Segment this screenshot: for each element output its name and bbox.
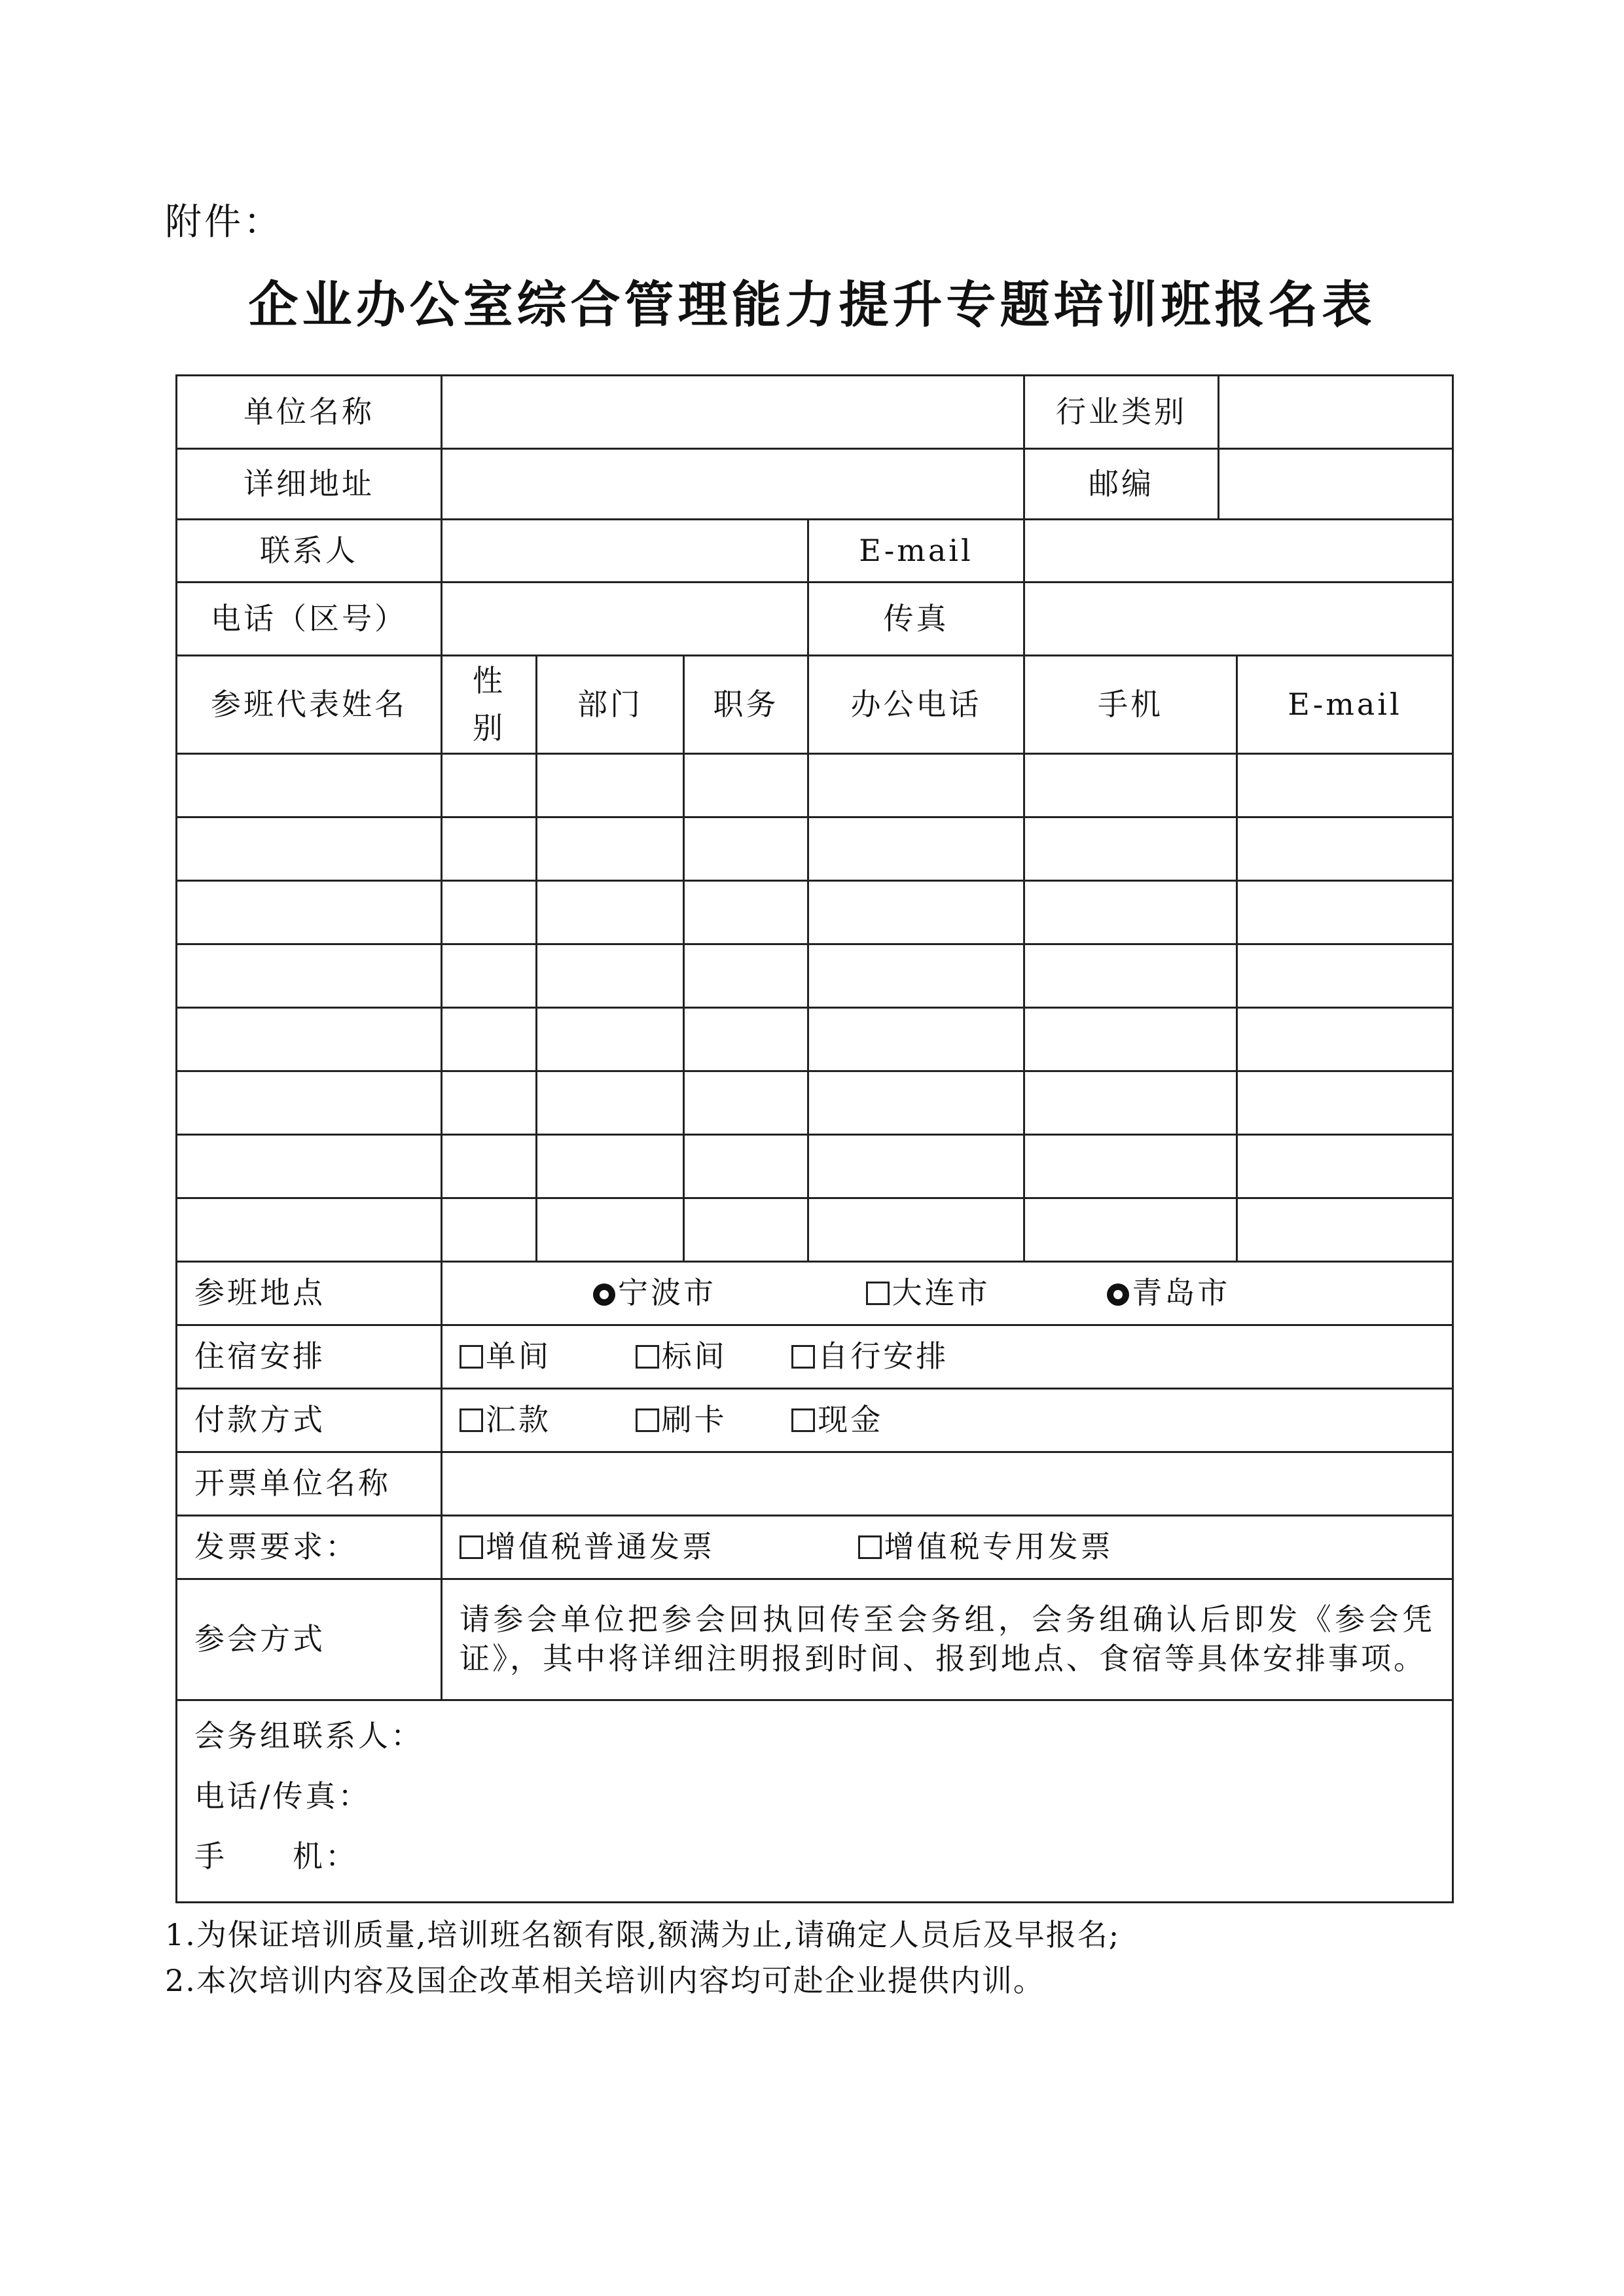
invoice-option-special[interactable]: 增值税专用发票 [858, 1528, 1113, 1567]
contact-label: 联系人 [177, 520, 442, 583]
row-location [177, 1262, 1453, 1325]
lodging-option-standard[interactable]: 标间 [636, 1337, 727, 1376]
attendee-cell[interactable] [684, 754, 808, 817]
location-option-ningbo[interactable]: 宁波市 [593, 1274, 716, 1313]
attendee-row [177, 1198, 1453, 1262]
attendee-cell[interactable] [808, 944, 1024, 1008]
attendee-cell[interactable] [1024, 881, 1237, 944]
attendee-cell[interactable] [442, 1071, 537, 1135]
attendee-cell[interactable] [537, 754, 684, 817]
attendee-cell[interactable] [442, 754, 537, 817]
attachment-label: 附件： [165, 201, 283, 243]
checkbox-icon [460, 1345, 483, 1369]
attendee-cell[interactable] [537, 944, 684, 1008]
attendee-cell[interactable] [1237, 1135, 1453, 1198]
attendee-cell[interactable] [1237, 754, 1453, 817]
attendee-cell[interactable] [537, 881, 684, 944]
checkbox-icon [791, 1345, 815, 1369]
header-gender-2: 别 [473, 709, 505, 745]
registration-form [175, 374, 1454, 1903]
location-options [442, 1262, 1453, 1325]
row-unit [177, 376, 1453, 449]
unit-name-label: 单位名称 [177, 376, 442, 449]
attendee-cell[interactable] [808, 754, 1024, 817]
phone-label: 电话（区号） [177, 583, 442, 656]
attendee-cell[interactable] [1237, 1071, 1453, 1135]
fax-field[interactable] [1024, 583, 1453, 656]
lodging-options [442, 1325, 1453, 1389]
attendee-cell[interactable] [537, 1135, 684, 1198]
attendee-row [177, 1008, 1453, 1071]
attendee-cell[interactable] [177, 817, 442, 881]
attendee-cell[interactable] [684, 1008, 808, 1071]
attend-method-text: 请参会单位把参会回执回传至会务组，会务组确认后即发《参会凭证》，其中将详细注明报到时间、报到地点、食宿等具体安排事项。 [442, 1579, 1453, 1700]
invoice-unit-label: 开票单位名称 [177, 1452, 442, 1516]
attendee-cell[interactable] [808, 1198, 1024, 1262]
attendee-cell[interactable] [684, 944, 808, 1008]
attendee-cell[interactable] [684, 1071, 808, 1135]
invoice-option-normal[interactable]: 增值税普通发票 [460, 1528, 715, 1567]
address-label: 详细地址 [177, 449, 442, 520]
address-field[interactable] [442, 449, 1024, 520]
fax-label: 传真 [808, 583, 1024, 656]
location-option-dalian[interactable]: 大连市 [866, 1274, 990, 1313]
attendee-cell[interactable] [1237, 817, 1453, 881]
invoice-req-label: 发票要求： [177, 1516, 442, 1579]
attendee-cell[interactable] [1237, 1198, 1453, 1262]
checkbox-icon [460, 1408, 483, 1432]
attendee-cell[interactable] [808, 1008, 1024, 1071]
note-1: 1.为保证培训质量,培训班名额有限,额满为止,请确定人员后及早报名; [165, 1917, 1121, 1952]
attendee-cell[interactable] [442, 817, 537, 881]
attendee-row [177, 817, 1453, 881]
row-attend-method [177, 1579, 1453, 1700]
organizer-contact-label: 会务组联系人： [194, 1718, 424, 1753]
checkbox-icon [636, 1345, 659, 1369]
lodging-option-single[interactable]: 单间 [460, 1337, 551, 1376]
checkbox-icon [791, 1408, 815, 1432]
attendee-row [177, 754, 1453, 817]
attendee-cell[interactable] [1024, 1008, 1237, 1071]
industry-field[interactable] [1219, 376, 1453, 449]
attendee-cell[interactable] [808, 1135, 1024, 1198]
attendee-cell[interactable] [442, 1198, 537, 1262]
header-dept: 部门 [537, 656, 684, 754]
email-field[interactable] [1024, 520, 1453, 583]
invoice-options [442, 1516, 1453, 1579]
attendee-cell[interactable] [537, 1198, 684, 1262]
lodging-option-self[interactable]: 自行安排 [791, 1337, 948, 1376]
postcode-label: 邮编 [1024, 449, 1219, 520]
location-option-qingdao[interactable]: 青岛市 [1107, 1274, 1230, 1313]
row-address [177, 449, 1453, 520]
organizer-contact-block [177, 1700, 1453, 1903]
postcode-field[interactable] [1219, 449, 1453, 520]
attendee-cell[interactable] [684, 817, 808, 881]
attendee-cell[interactable] [177, 1198, 442, 1262]
phone-field[interactable] [442, 583, 808, 656]
header-position: 职务 [684, 656, 808, 754]
attendee-cell[interactable] [1237, 881, 1453, 944]
lodging-label: 住宿安排 [177, 1325, 442, 1389]
attendee-cell[interactable] [442, 1135, 537, 1198]
note-2: 2.本次培训内容及国企改革相关培训内容均可赴企业提供内训。 [165, 1963, 1045, 1998]
attendee-cell[interactable] [537, 817, 684, 881]
attendee-cell[interactable] [177, 1135, 442, 1198]
contact-field[interactable] [442, 520, 808, 583]
checkbox-icon [866, 1282, 890, 1305]
form-title: 企业办公室综合管理能力提升专题培训班报名表 [248, 276, 1376, 334]
row-lodging [177, 1325, 1453, 1389]
attendee-cell[interactable] [808, 817, 1024, 881]
attendee-cell[interactable] [1024, 754, 1237, 817]
row-contact [177, 520, 1453, 583]
header-office-phone: 办公电话 [808, 656, 1024, 754]
attendee-cell[interactable] [1024, 1135, 1237, 1198]
header-gender [442, 656, 537, 754]
attendee-header-row [177, 656, 1453, 754]
industry-label: 行业类别 [1024, 376, 1219, 449]
attendee-cell[interactable] [177, 754, 442, 817]
payment-label: 付款方式 [177, 1389, 442, 1452]
attendee-cell[interactable] [808, 881, 1024, 944]
header-name: 参班代表姓名 [177, 656, 442, 754]
attendee-row [177, 944, 1453, 1008]
attendee-cell[interactable] [684, 1198, 808, 1262]
attendee-cell[interactable] [1237, 944, 1453, 1008]
attendee-cell[interactable] [537, 1071, 684, 1135]
attendee-cell[interactable] [177, 1071, 442, 1135]
payment-option-card[interactable]: 刷卡 [636, 1401, 727, 1440]
attendee-cell[interactable] [684, 881, 808, 944]
unit-name-field[interactable] [442, 376, 1024, 449]
attendee-cell[interactable] [1024, 817, 1237, 881]
header-mobile: 手机 [1024, 656, 1237, 754]
attendee-row [177, 1071, 1453, 1135]
invoice-unit-field[interactable] [442, 1452, 1453, 1516]
header-gender-1: 性 [473, 663, 505, 699]
attendee-cell[interactable] [442, 944, 537, 1008]
attendee-cell[interactable] [1237, 1008, 1453, 1071]
attendee-cell[interactable] [442, 881, 537, 944]
attend-method-label: 参会方式 [177, 1579, 442, 1700]
payment-options [442, 1389, 1453, 1452]
row-organizer [177, 1700, 1453, 1903]
location-label: 参班地点 [177, 1262, 442, 1325]
checkbox-icon [460, 1535, 483, 1559]
payment-option-cash[interactable]: 现金 [791, 1401, 883, 1440]
attendee-cell[interactable] [177, 881, 442, 944]
payment-option-transfer[interactable]: 汇款 [460, 1401, 551, 1440]
checkbox-icon [858, 1535, 882, 1559]
attendee-row [177, 1135, 1453, 1198]
attendee-cell[interactable] [442, 1008, 537, 1071]
attendee-cell[interactable] [1024, 1198, 1237, 1262]
radio-selected-icon [593, 1283, 615, 1306]
row-invoice-unit [177, 1452, 1453, 1516]
attendee-cell[interactable] [1024, 944, 1237, 1008]
header-email: E-mail [1237, 656, 1453, 754]
row-payment [177, 1389, 1453, 1452]
attendee-cell[interactable] [537, 1008, 684, 1071]
attendee-cell[interactable] [808, 1071, 1024, 1135]
attendee-row [177, 881, 1453, 944]
email-label: E-mail [808, 520, 1024, 583]
attendee-cell[interactable] [1024, 1071, 1237, 1135]
row-phone [177, 583, 1453, 656]
attendee-cell[interactable] [684, 1135, 808, 1198]
attendee-cell[interactable] [177, 1008, 442, 1071]
attendee-cell[interactable] [177, 944, 442, 1008]
radio-selected-icon [1107, 1283, 1129, 1306]
checkbox-icon [636, 1408, 659, 1432]
organizer-phone-label: 电话/传真： [194, 1778, 371, 1814]
organizer-mobile-label: 手 机： [194, 1839, 358, 1874]
row-invoice-req [177, 1516, 1453, 1579]
